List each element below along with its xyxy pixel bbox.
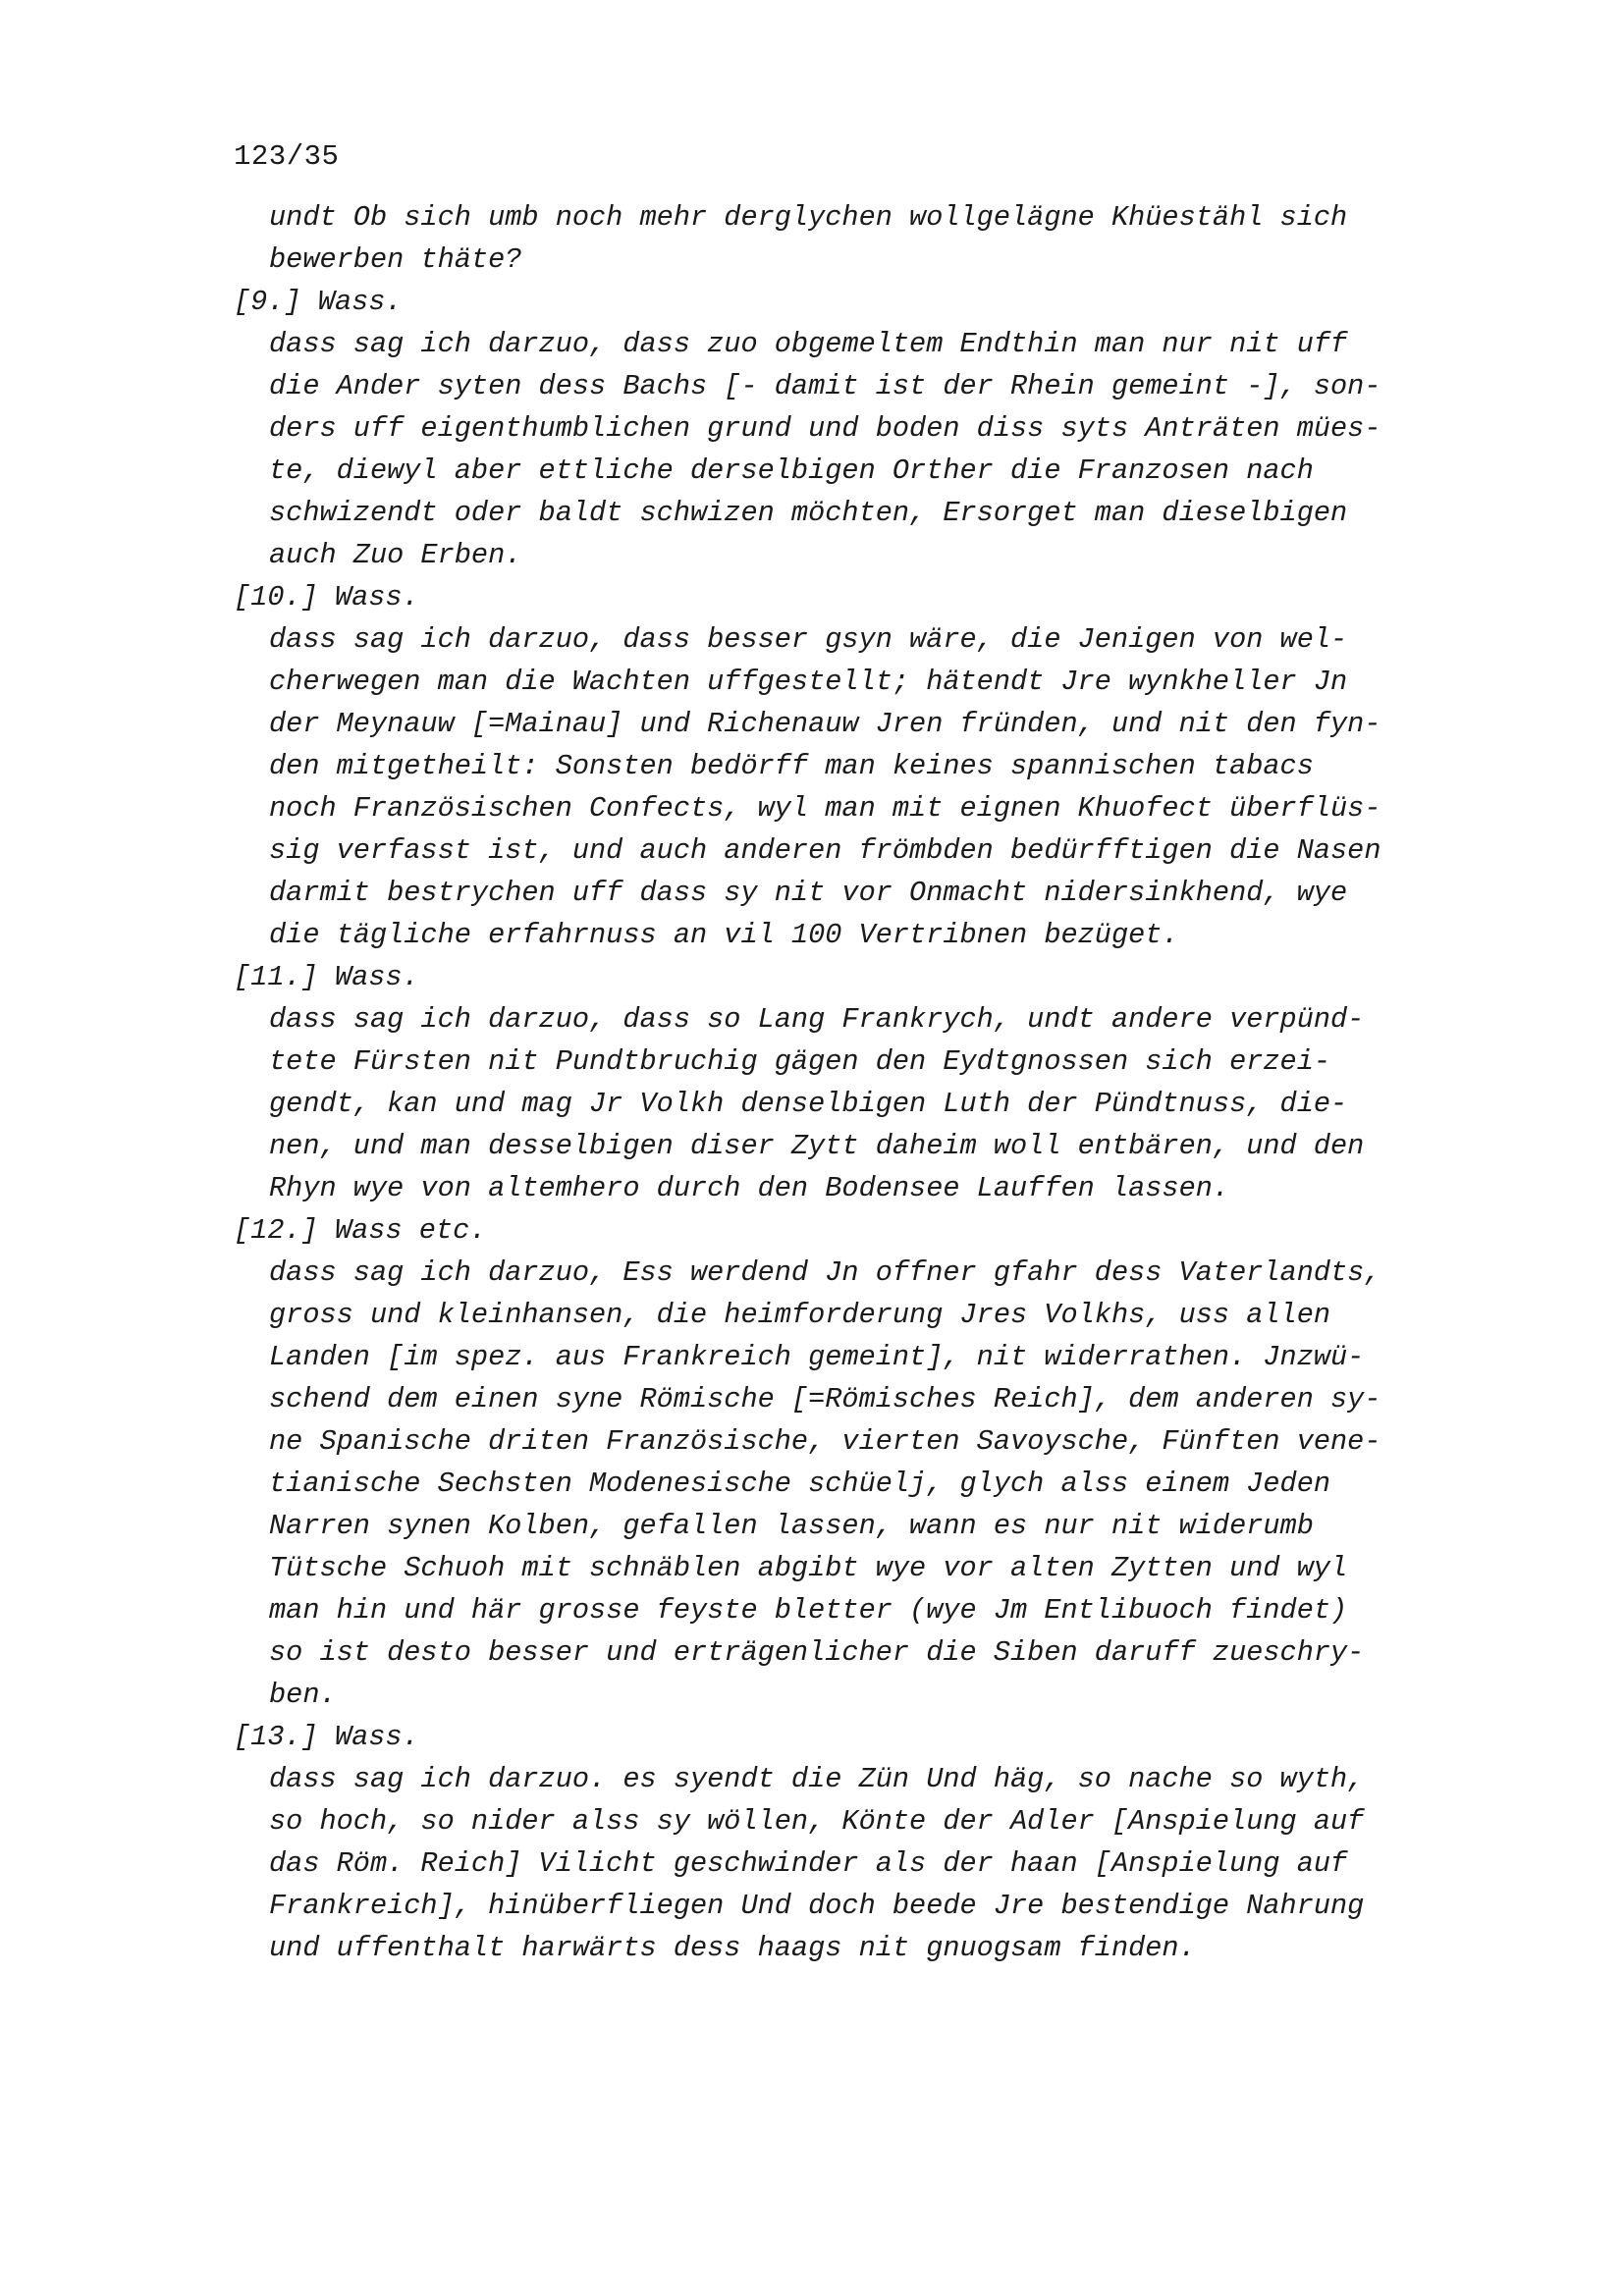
section-heading: [11.] Wass.: [234, 961, 419, 993]
section-heading: [9.] Wass.: [234, 286, 403, 318]
text-line: so ist desto besser und erträgenlicher die Siben daruff zueschry-: [269, 1636, 1365, 1669]
text-line: der Meynauw [=Mainau] und Richenauw Jren fründen, und nit den fyn-: [269, 708, 1381, 740]
text-line: darmit bestrychen uff dass sy nit vor Onmacht nidersinkhend, wye: [269, 877, 1348, 909]
text-line: sig verfasst ist, und auch anderen frömbden bedürfftigen die Nasen: [269, 834, 1381, 867]
page-number: 123/35: [234, 140, 340, 173]
text-line: dass sag ich darzuo. es syendt die Zün Und häg, so nache so wyth,: [269, 1763, 1365, 1795]
text-line: cherwegen man die Wachten uffgestellt; hätendt Jre wynkheller Jn: [269, 666, 1348, 698]
section-heading: [10.] Wass.: [234, 581, 419, 614]
text-line: bewerben thäte?: [269, 243, 522, 276]
section-heading: [13.] Wass.: [234, 1721, 419, 1753]
text-line: Rhyn wye von altemhero durch den Bodensee Lauffen lassen.: [269, 1172, 1230, 1204]
text-line: auch Zuo Erben.: [269, 539, 522, 571]
text-line: so hoch, so nider alss sy wöllen, Könte der Adler [Anspielung auf: [269, 1805, 1365, 1838]
text-line: undt Ob sich umb noch mehr derglychen wollgelägne Khüestähl sich: [269, 201, 1348, 234]
text-line: Frankreich], hinüberfliegen Und doch beede Jre bestendige Nahrung: [269, 1890, 1365, 1922]
text-line: gendt, kan und mag Jr Volkh denselbigen Luth der Pündtnuss, die-: [269, 1088, 1348, 1120]
text-line: Narren synen Kolben, gefallen lassen, wann es nur nit widerumb: [269, 1510, 1314, 1542]
text-line: und uffenthalt harwärts dess haags nit gnuogsam finden.: [269, 1932, 1196, 1964]
text-line: tete Fürsten nit Pundtbruchig gägen den Eydtgnossen sich erzei-: [269, 1045, 1331, 1078]
text-line: noch Französischen Confects, wyl man mit eignen Khuofect überflüs-: [269, 792, 1381, 825]
text-line: schwizendt oder baldt schwizen möchten, Ersorget man dieselbigen: [269, 497, 1348, 529]
text-line: die tägliche erfahrnuss an vil 100 Vertribnen bezüget.: [269, 919, 1179, 951]
section-heading: [12.] Wass etc.: [234, 1214, 487, 1247]
text-line: gross und kleinhansen, die heimforderung Jres Volkhs, uss allen: [269, 1299, 1331, 1331]
text-line: Tütsche Schuoh mit schnäblen abgibt wye vor alten Zytten und wyl: [269, 1552, 1348, 1584]
text-line: das Röm. Reich] Vilicht geschwinder als der haan [Anspielung auf: [269, 1847, 1348, 1880]
text-line: ben.: [269, 1679, 337, 1711]
text-line: dass sag ich darzuo, Ess werdend Jn offner gfahr dess Vaterlandts,: [269, 1256, 1381, 1289]
text-line: Landen [im spez. aus Frankreich gemeint], nit widerrathen. Jnzwü-: [269, 1341, 1365, 1373]
text-line: dass sag ich darzuo, dass zuo obgemeltem Endthin man nur nit uff: [269, 328, 1348, 360]
text-line: ne Spanische driten Französische, vierten Savoysche, Fünften vene-: [269, 1425, 1381, 1458]
text-line: die Ander syten dess Bachs [- damit ist der Rhein gemeint -], son-: [269, 370, 1381, 402]
text-line: dass sag ich darzuo, dass besser gsyn wäre, die Jenigen von wel-: [269, 623, 1348, 656]
text-line: schend dem einen syne Römische [=Römisches Reich], dem anderen sy-: [269, 1383, 1381, 1415]
text-line: nen, und man desselbigen diser Zytt daheim woll entbären, und den: [269, 1130, 1365, 1162]
document-body: [234, 196, 1490, 1969]
text-line: den mitgetheilt: Sonsten bedörff man keines spannischen tabacs: [269, 750, 1314, 782]
text-line: tianische Sechsten Modenesische schüelj, glych alss einem Jeden: [269, 1468, 1331, 1500]
text-line: dass sag ich darzuo, dass so Lang Frankrych, undt andere verpünd-: [269, 1003, 1365, 1036]
text-line: te, diewyl aber ettliche derselbigen Orther die Franzosen nach: [269, 454, 1314, 487]
text-line: man hin und här grosse feyste bletter (wye Jm Entlibuoch findet): [269, 1594, 1348, 1627]
text-line: ders uff eigenthumblichen grund und boden diss syts Anträten mües-: [269, 412, 1381, 445]
